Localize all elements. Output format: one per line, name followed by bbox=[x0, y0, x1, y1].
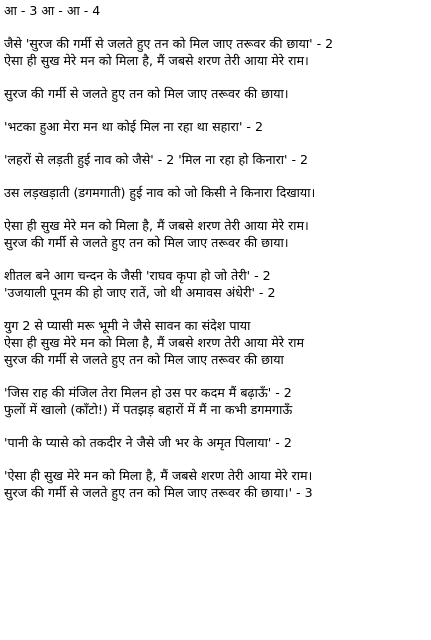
lyric-line: सुरज की गर्मी से जलते हुए तन को मिल जाए तरूवर की छाया। bbox=[4, 235, 289, 250]
stanza-5 bbox=[4, 151, 429, 168]
lyric-line: सुरज की गर्मी से जलते हुए तन को मिल जाए तरूवर की छाया। bbox=[4, 86, 289, 101]
stanza-2 bbox=[4, 35, 429, 69]
lyric-line: आ - 3 आ - आ - 4 bbox=[4, 3, 101, 18]
lyric-line: 'भटका हुआ मेरा मन था कोई मिल ना रहा था सहारा' - 2 bbox=[4, 119, 263, 134]
lyric-line: युग 2 से प्यासी मरू भूमी ने जैसे सावन का संदेश पाया bbox=[4, 318, 251, 333]
lyric-line: फुलों में खालो (काँटो!) में पतझड़ बहारों में मैं ना कभी डगमगाऊँ bbox=[4, 402, 293, 417]
stanza-12 bbox=[4, 467, 429, 501]
stanza-8 bbox=[4, 267, 429, 301]
lyric-line: जैसे 'सुरज की गर्मी से जलते हुए तन को मिल जाए तरूवर की छाया' - 2 bbox=[4, 36, 334, 51]
stanza-7 bbox=[4, 217, 429, 251]
lyric-line: उस लड़खड़ाती (डगमगाती) हुई नाव को जो किसी ने किनारा दिखाया। bbox=[4, 185, 316, 200]
lyric-line: 'पानी के प्यासे को तकदीर ने जैसे जी भर के अमृत पिलाया' - 2 bbox=[4, 435, 292, 450]
lyric-line: सुरज की गर्मी से जलते हुए तन को मिल जाए तरूवर की छाया।' - 3 bbox=[4, 485, 313, 500]
lyrics-document bbox=[4, 2, 429, 517]
stanza-1 bbox=[4, 2, 429, 19]
lyric-line: सुरज की गर्मी से जलते हुए तन को मिल जाए तरूवर की छाया bbox=[4, 352, 284, 367]
lyric-line: 'उजयाली पूनम की हो जाए रातें, जो थी अमावस अंधेरी' - 2 bbox=[4, 285, 276, 300]
stanza-4 bbox=[4, 118, 429, 135]
stanza-10 bbox=[4, 384, 429, 418]
stanza-3 bbox=[4, 85, 429, 102]
lyric-line: 'लहरों से लड़ती हुई नाव को जैसे' - 2 'मिल ना रहा हो किनारा' - 2 bbox=[4, 152, 309, 167]
stanza-6 bbox=[4, 184, 429, 201]
lyric-line: 'जिस राह की मंजिल तेरा मिलन हो उस पर कदम मैं बढ़ाऊँ' - 2 bbox=[4, 385, 292, 400]
lyric-line: ऐसा ही सुख मेरे मन को मिला है, मैं जबसे शरण तेरी आया मेरे राम bbox=[4, 335, 305, 350]
stanza-9 bbox=[4, 317, 429, 368]
lyric-line: 'ऐसा ही सुख मेरे मन को मिला है, मैं जबसे शरण तेरी आया मेरे राम। bbox=[4, 468, 313, 483]
stanza-11 bbox=[4, 434, 429, 451]
lyric-line: ऐसा ही सुख मेरे मन को मिला है, मैं जबसे शरण तेरी आया मेरे राम। bbox=[4, 218, 309, 233]
lyric-line: ऐसा ही सुख मेरे मन को मिला है, मैं जबसे शरण तेरी आया मेरे राम। bbox=[4, 53, 309, 68]
lyric-line: शीतल बने आग चन्दन के जैसी 'राघव कृपा हो जो तेरी' - 2 bbox=[4, 268, 271, 283]
